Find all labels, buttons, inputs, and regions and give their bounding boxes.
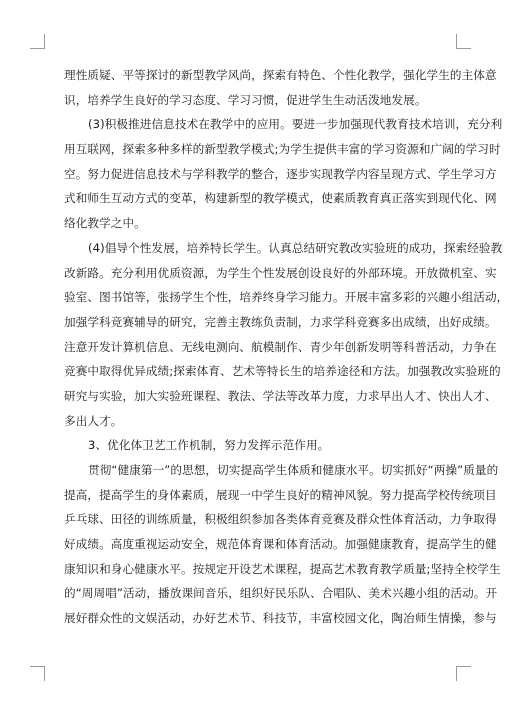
text-line: 式和师生互动方式的变革，构建新型的教学模式，使素质教育真正落实到现代化、网 xyxy=(64,191,497,206)
text-line: 多出人才。 xyxy=(64,413,123,428)
crop-mark-top-left xyxy=(30,34,45,49)
text-line: 改新路。充分利用优质资源，为学生个性发展创设良好的外部环境。开放微机室、实 xyxy=(64,265,497,280)
text-line: 展好群众性的文娱活动，办好艺术节、科技节，丰富校园文化，陶冶师生情操，参与 xyxy=(64,611,497,626)
text-line: 验室、图书馆等，张扬学生个性，培养终身学习能力。开展丰富多彩的兴趣小组活动， xyxy=(64,290,508,305)
section-heading: 3、优化体卫艺工作机制，努力发挥示范作用。 xyxy=(88,438,330,453)
text-line: 加强学科竞赛辅导的研究，完善主教练负责制，力求学科竞赛多出成绩，出好成绩。 xyxy=(64,314,497,329)
text-line: 康知识和身心健康水平。按规定开设艺术课程，提高艺术教育教学质量;坚持全校学生 xyxy=(64,561,501,576)
text-line: 络化教学之中。 xyxy=(64,216,146,231)
paragraph-start-line: 贯彻“健康第一”的思想，切实提高学生体质和健康水平。切实抓好“两操”质量的 xyxy=(88,463,499,477)
text-line: 空。努力促进信息技术与学科教学的整合，逐步实现教学内容呈现方式、学生学习方 xyxy=(64,166,497,181)
text-line: 的“周周唱”活动，播放课间音乐，组织好民乐队、合唱队、美术兴趣小组的活动。开 xyxy=(64,586,498,601)
paragraph-start-line: (4)倡导个性发展，培养特长学生。认真总结研究教改实验班的成功，探索经验教 xyxy=(88,240,503,255)
text-line: 识，培养学生良好的学习态度、学习习惯，促进学生生动活泼地发展。 xyxy=(64,92,427,107)
text-line: 好成绩。高度重视运动安全，规范体育课和体育活动。加强健康教育，提高学生的健 xyxy=(64,537,497,552)
crop-mark-top-right xyxy=(456,34,471,49)
text-line: 注意开发计算机信息、无线电测向、航模制作、青少年创新发明等科普活动，力争在 xyxy=(64,339,497,354)
crop-mark-bottom-left xyxy=(30,666,45,681)
crop-mark-bottom-right xyxy=(456,666,471,681)
text-line: 用互联网，探索多种多样的新型教学模式;为学生提供丰富的学习资源和广阔的学习时 xyxy=(64,142,501,157)
paragraph-start-line: (3)积极推进信息技术在教学中的应用。要进一步加强现代教育技术培训，充分利 xyxy=(88,117,503,132)
text-line: 研究与实验，加大实验班课程、教法、学法等改革力度，力求早出人才、快出人才、 xyxy=(64,388,497,403)
text-line: 竞赛中取得优异成绩;探索体育、艺术等特长生的培养途径和方法。加强教改实验班的 xyxy=(64,364,501,379)
document-body xyxy=(64,63,508,631)
text-line: 理性质疑、平等探讨的新型教学风尚，探索有特色、个性化教学，强化学生的主体意 xyxy=(64,68,497,82)
text-line: 提高，提高学生的身体素质，展现一中学生良好的精神风貌。努力提高学校传统项目 xyxy=(64,487,497,502)
text-line: 乒乓球、田径的训练质量，积极组织参加各类体育竞赛及群众性体育活动，力争取得 xyxy=(64,512,497,527)
